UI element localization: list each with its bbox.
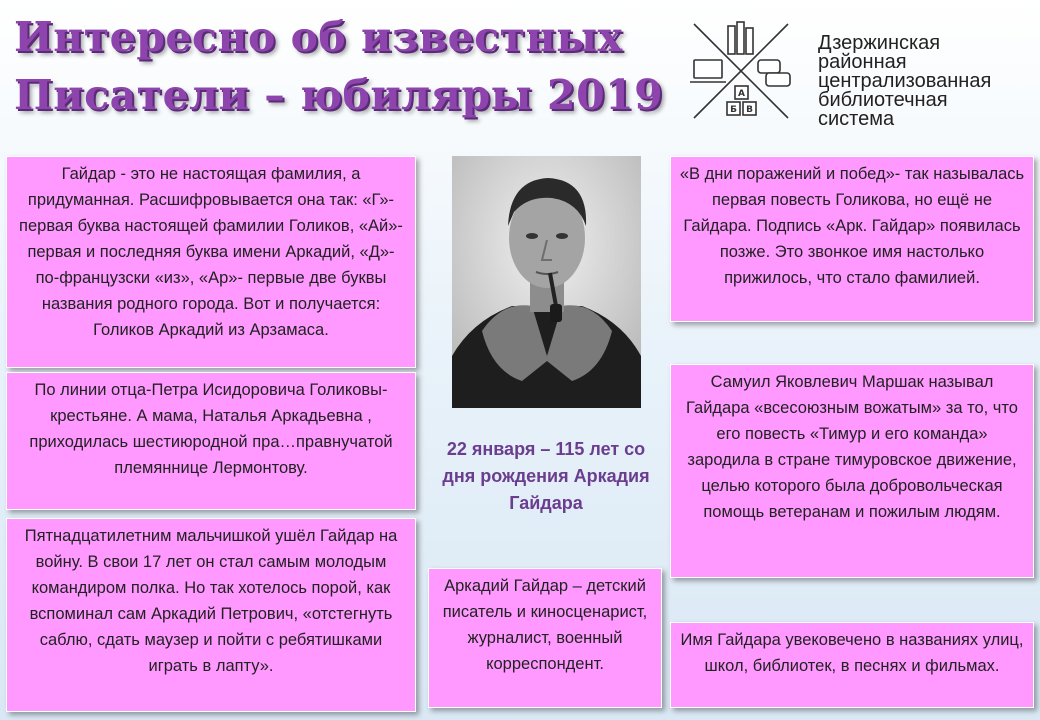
logo-letter-b: Б bbox=[730, 105, 737, 115]
org-line-4: библиотечная bbox=[818, 89, 948, 111]
fact-memory: Имя Гайдара увековечено в названиях улиц, школ, библиотек, в песнях и фильмах. bbox=[670, 622, 1034, 708]
fact-profession: Аркадий Гайдар – детский писатель и киносценарист, журналист, военный корреспондент. bbox=[428, 568, 662, 708]
fact-marshak: Самуил Яковлевич Маршак называл Гайдара «всесоюзным вожатым» за то, что его повесть «Тимур и его команда» зародила в стране тимуровское движение, целью которого была добровольческая помощь ветеранам и пожилым людям. bbox=[670, 364, 1034, 578]
organization-name bbox=[818, 34, 1033, 129]
fact-first-story: «В дни поражений и побед»- так называлась первая повесть Голикова, но ещё не Гайдара. Подпись «Арк. Гайдар» появилась позже. Это звонкое имя настолько прижилось, что стало фамилией. bbox=[670, 156, 1034, 322]
library-logo-icon bbox=[686, 18, 796, 124]
page-title-line-2: Писатели – юбиляры 2019 bbox=[14, 71, 664, 119]
org-line-3: централизованная bbox=[818, 70, 992, 92]
page-title-line-1: Интересно об известных bbox=[14, 13, 623, 61]
gaidar-portrait bbox=[452, 156, 641, 408]
logo-letter-a: А bbox=[738, 89, 745, 99]
org-line-5: система bbox=[818, 108, 895, 130]
fact-family: По линии отца-Петра Исидоровича Голиковы- крестьяне. А мама, Наталья Аркадьевна , приходилась шестиюродной пра…правнучатой племяннице Лермонтову. bbox=[6, 372, 416, 510]
page-title bbox=[14, 8, 674, 124]
org-line-1: Дзержинская bbox=[818, 32, 941, 54]
fact-pseudonym: Гайдар - это не настоящая фамилия, а придуманная. Расшифровывается она так: «Г»- первая буква настоящей фамилии Голиков, «Ай»- первая и последняя буква имени Аркадий, «Д»- по-французски «из», «Ар»- первые две буквы названия родного города. Вот и получается: Голиков Аркадий из Арзамаса. bbox=[6, 156, 416, 368]
org-line-2: районная bbox=[818, 51, 907, 73]
fact-war: Пятнадцатилетним мальчишкой ушёл Гайдар на войну. В свои 17 лет он стал самым молодым командиром полка. Но так хотелось порой, как вспоминал сам Аркадий Петрович, «отстегнуть саблю, сдать маузер и пойти с ребятишками играть в лапту». bbox=[6, 518, 416, 712]
anniversary-caption: 22 января – 115 лет со дня рождения Аркадия Гайдара bbox=[442, 439, 650, 513]
logo-letter-v: В bbox=[746, 105, 753, 115]
